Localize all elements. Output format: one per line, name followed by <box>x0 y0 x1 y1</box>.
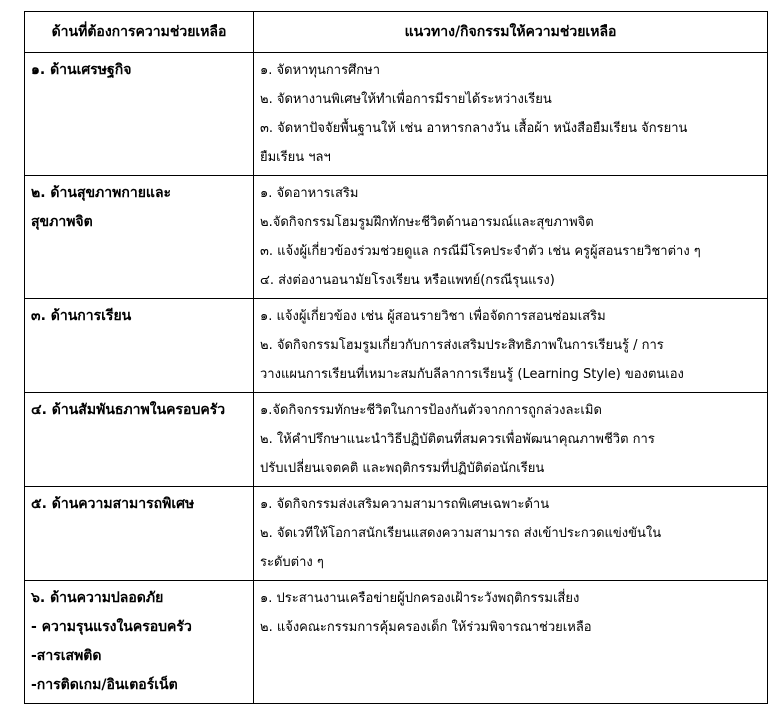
table-row <box>25 299 768 393</box>
activity-line: ๑. แจ้งผู้เกี่ยวข้อง เช่น ผู้สอนรายวิชา เพื่อจัดการสอนซ่อมเสริม <box>260 309 606 324</box>
activity-line: ๒. ให้คำปรึกษาแนะนำวิธีปฏิบัติตนที่สมควรเพื่อพัฒนาคุณภาพชีวิต การ <box>260 432 655 447</box>
activities-cell <box>254 487 768 581</box>
category-cell <box>25 299 254 393</box>
activity-line: ๓. จัดหาปัจจัยพื้นฐานให้ เช่น อาหารกลางวัน เสื้อผ้า หนังสือยืมเรียน จักรยาน <box>260 121 688 136</box>
activity-line: ๑. จัดหาทุนการศึกษา <box>260 63 381 78</box>
activity-line: ๒. จัดเวทีให้โอกาสนักเรียนแสดงความสามารถ ส่งเข้าประกวดแข่งขันใน <box>260 526 662 541</box>
category-cell <box>25 393 254 487</box>
activity-line: ๒.จัดกิจกรรมโฮมรูมฝึกทักษะชีวิตด้านอารมณ์และสุขภาพจิต <box>260 215 594 230</box>
activities-cell <box>254 393 768 487</box>
activities-cell <box>254 53 768 176</box>
assistance-guidelines-document <box>24 11 765 704</box>
activity-line: ๑.จัดกิจกรรมทักษะชีวิตในการป้องกันตัวจากการถูกล่วงละเมิด <box>260 403 602 418</box>
assistance-table <box>24 11 768 704</box>
activities-cell <box>254 299 768 393</box>
activity-line: วางแผนการเรียนที่เหมาะสมกับลีลาการเรียนรู้ (Learning Style) ของตนเอง <box>260 367 684 382</box>
activity-line: ๒. จัดหางานพิเศษให้ทำเพื่อการมีรายได้ระหว่างเรียน <box>260 92 552 107</box>
activity-line: ยืมเรียน ฯลฯ <box>260 150 331 165</box>
activities-cell <box>254 176 768 299</box>
category-sub-item: -การติดเกม/อินเตอร์เน็ต <box>31 677 178 693</box>
activity-line: ๓. แจ้งผู้เกี่ยวข้องร่วมช่วยดูแล กรณีมีโรคประจำตัว เช่น ครูผู้สอนรายวิชาต่าง ๆ <box>260 244 701 259</box>
category-label: ๖. ด้านความปลอดภัย <box>31 590 164 606</box>
activities-cell <box>254 581 768 704</box>
category-cell <box>25 53 254 176</box>
activity-line: ๑. จัดอาหารเสริม <box>260 186 359 201</box>
category-label: ๔. ด้านสัมพันธภาพในครอบครัว <box>31 402 226 418</box>
table-row <box>25 393 768 487</box>
activity-line: ระดับต่าง ๆ <box>260 555 324 570</box>
activity-line: ปรับเปลี่ยนเจตคติ และพฤติกรรมที่ปฏิบัติต่อนักเรียน <box>260 461 545 476</box>
table-row <box>25 581 768 704</box>
header-row <box>25 12 768 53</box>
activity-line: ๑. ประสานงานเครือข่ายผู้ปกครองเฝ้าระวังพฤติกรรมเสี่ยง <box>260 591 580 606</box>
activity-line: ๒. จัดกิจกรรมโฮมรูมเกี่ยวกับการส่งเสริมประสิทธิภาพในการเรียนรู้ / การ <box>260 338 664 353</box>
activity-line: ๔. ส่งต่องานอนามัยโรงเรียน หรือแพทย์(กรณีรุนแรง) <box>260 273 555 288</box>
table-row <box>25 176 768 299</box>
column-header-needs: ด้านที่ต้องการความช่วยเหลือ <box>25 12 254 53</box>
category-sub-item: -สารเสพติด <box>31 648 102 664</box>
column-header-activities: แนวทาง/กิจกรรมให้ความช่วยเหลือ <box>254 12 768 53</box>
category-label: ๓. ด้านการเรียน <box>31 308 132 324</box>
category-label: สุขภาพจิต <box>31 214 93 230</box>
category-label: ๑. ด้านเศรษฐกิจ <box>31 62 132 78</box>
activity-line: ๑. จัดกิจกรรมส่งเสริมความสามารถพิเศษเฉพาะด้าน <box>260 497 550 512</box>
table-row <box>25 53 768 176</box>
category-label: ๕. ด้านความสามารถพิเศษ <box>31 496 195 512</box>
category-cell <box>25 581 254 704</box>
category-label: ๒. ด้านสุขภาพกายและ <box>31 185 172 201</box>
category-cell <box>25 176 254 299</box>
table-row <box>25 487 768 581</box>
category-sub-item: - ความรุนแรงในครอบครัว <box>31 619 192 635</box>
category-cell <box>25 487 254 581</box>
activity-line: ๒. แจ้งคณะกรรมการคุ้มครองเด็ก ให้ร่วมพิจารณาช่วยเหลือ <box>260 620 592 635</box>
